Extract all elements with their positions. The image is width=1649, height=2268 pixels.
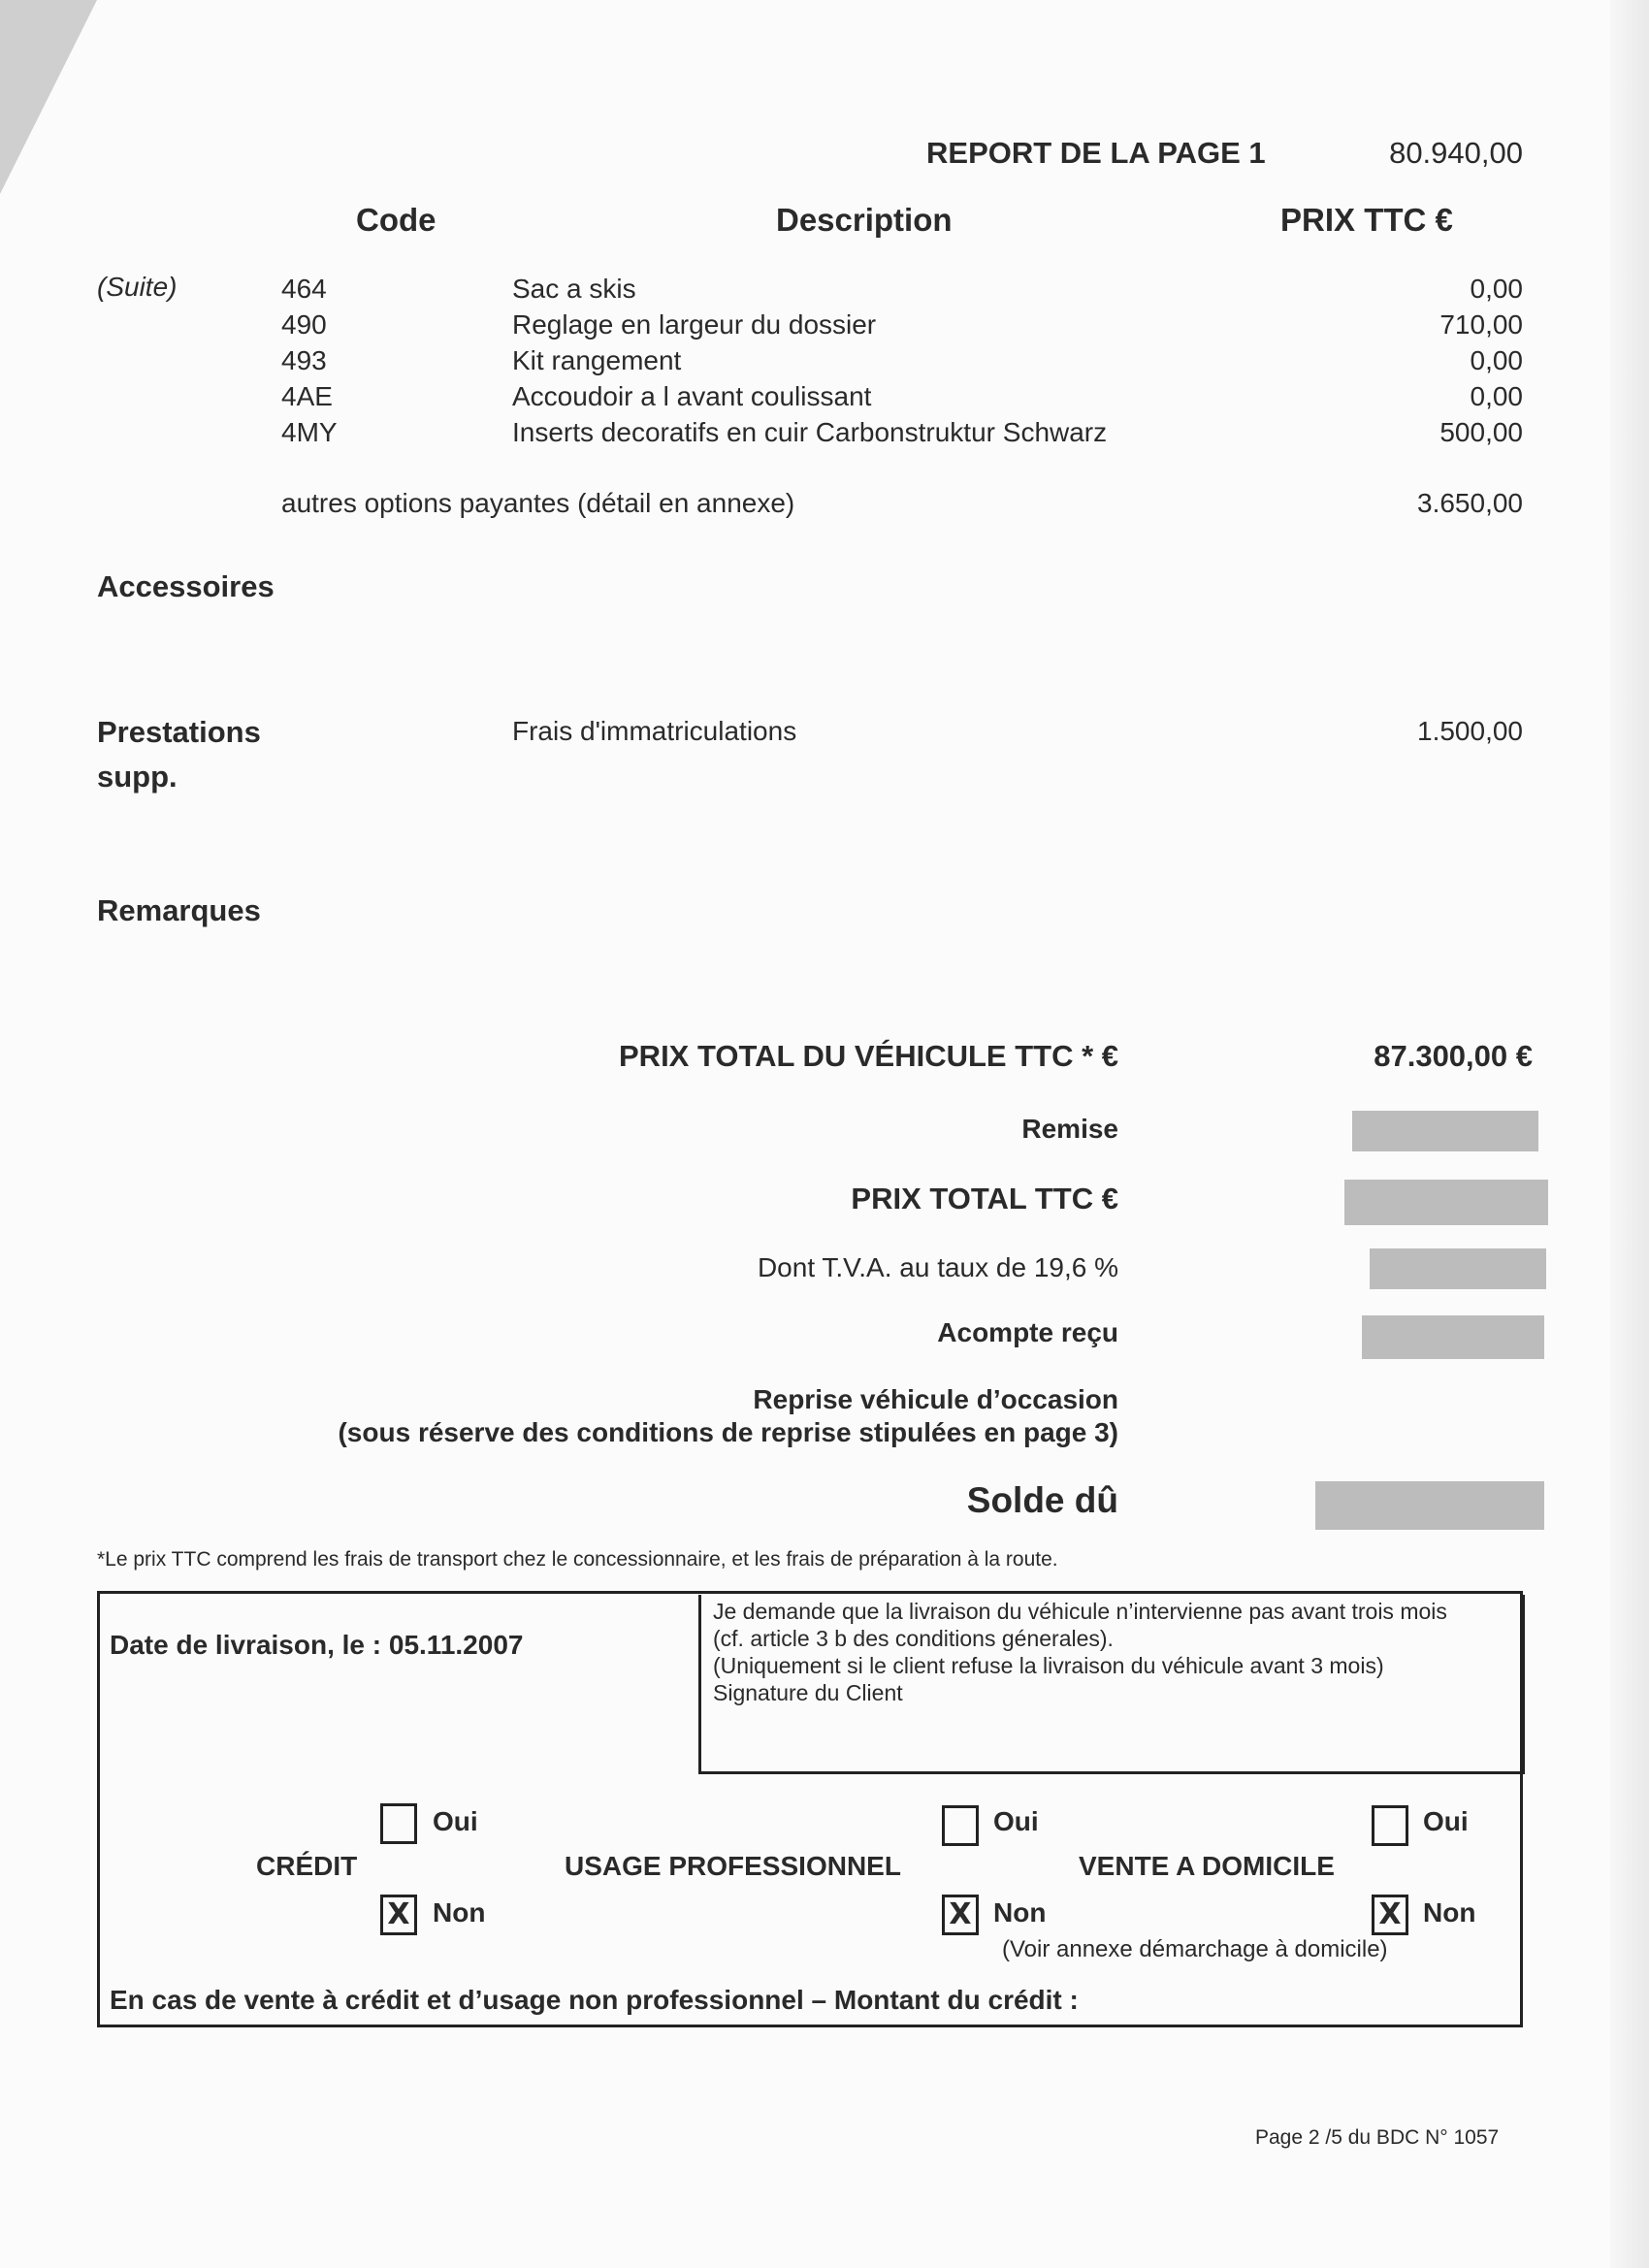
usage-pro-oui-label: Oui <box>993 1806 1039 1836</box>
option-description: Kit rangement <box>512 345 682 375</box>
option-price: 0,00 <box>1470 345 1523 375</box>
vehicle-total-label: PRIX TOTAL DU VÉHICULE TTC * € <box>619 1039 1118 1073</box>
remise-value-redacted <box>1352 1111 1538 1151</box>
vente-domicile-note: (Voir annexe démarchage à domicile) <box>1002 1936 1388 1962</box>
suite-label: (Suite) <box>97 272 178 302</box>
page-number: Page 2 /5 du BDC N° 1057 <box>1255 2126 1500 2149</box>
credit-amount-label: En cas de vente à crédit et d’usage non professionnel – Montant du crédit : <box>110 1985 1079 2015</box>
report-label: REPORT DE LA PAGE 1 <box>926 136 1266 170</box>
column-header-price: PRIX TTC € <box>1280 202 1453 238</box>
vente-domicile-non-label: Non <box>1423 1897 1476 1928</box>
prix-total-value-redacted <box>1344 1180 1548 1225</box>
option-code: 4AE <box>281 381 333 411</box>
reprise-label-line1: Reprise véhicule d’occasion <box>753 1384 1118 1414</box>
column-header-code: Code <box>356 202 436 238</box>
signature-label: Signature du Client <box>713 1680 903 1705</box>
accessoires-label: Accessoires <box>97 569 275 603</box>
option-description: Sac a skis <box>512 274 636 304</box>
vente-domicile-non-checkbox[interactable]: X <box>1372 1895 1408 1935</box>
reprise-label-line2: (sous réserve des conditions de reprise stipulées en page 3) <box>338 1417 1118 1447</box>
usage-pro-label: USAGE PROFESSIONNEL <box>565 1851 901 1881</box>
option-description: Accoudoir a l avant coulissant <box>512 381 872 411</box>
other-options-price: 3.650,00 <box>1417 488 1523 518</box>
option-code: 490 <box>281 309 327 340</box>
prestations-label-line1: Prestations <box>97 715 261 749</box>
remise-label: Remise <box>1021 1114 1118 1144</box>
report-value: 80.940,00 <box>1389 136 1523 170</box>
option-price: 0,00 <box>1470 274 1523 304</box>
delivery-date-label: Date de livraison, le : 05.11.2007 <box>110 1630 524 1660</box>
credit-oui-label: Oui <box>433 1806 478 1836</box>
column-header-description: Description <box>776 202 953 238</box>
solde-label: Solde dû <box>966 1480 1118 1520</box>
acompte-value-redacted <box>1362 1315 1544 1359</box>
vente-domicile-oui-checkbox[interactable] <box>1372 1805 1408 1846</box>
usage-pro-non-label: Non <box>993 1897 1047 1928</box>
option-price: 500,00 <box>1439 417 1523 447</box>
option-code: 493 <box>281 345 327 375</box>
prestations-description: Frais d'immatriculations <box>512 716 797 746</box>
tva-label: Dont T.V.A. au taux de 19,6 % <box>757 1252 1118 1282</box>
other-options-label: autres options payantes (détail en annexe) <box>281 488 795 518</box>
prestations-label-line2: supp. <box>97 760 178 794</box>
option-price: 0,00 <box>1470 381 1523 411</box>
remarques-label: Remarques <box>97 893 261 927</box>
credit-oui-checkbox[interactable] <box>380 1803 417 1844</box>
delivery-request-line: (Uniquement si le client refuse la livraison du véhicule avant 3 mois) <box>713 1653 1384 1678</box>
delivery-request-line: Je demande que la livraison du véhicule n’intervienne pas avant trois mois <box>713 1599 1447 1624</box>
delivery-request-line: (cf. article 3 b des conditions génerales). <box>713 1626 1114 1651</box>
acompte-label: Acompte reçu <box>937 1317 1118 1347</box>
footnote: *Le prix TTC comprend les frais de transport chez le concessionnaire, et les frais de préparation à la route. <box>97 1548 1058 1571</box>
option-code: 464 <box>281 274 327 304</box>
credit-non-checkbox[interactable]: X <box>380 1895 417 1935</box>
solde-value-redacted <box>1315 1481 1544 1530</box>
vente-domicile-oui-label: Oui <box>1423 1806 1469 1836</box>
usage-pro-oui-checkbox[interactable] <box>942 1805 979 1846</box>
option-code: 4MY <box>281 417 338 447</box>
folded-corner <box>0 0 97 194</box>
usage-pro-non-checkbox[interactable]: X <box>942 1895 979 1935</box>
vehicle-total-value: 87.300,00 € <box>1374 1039 1533 1073</box>
tva-value-redacted <box>1370 1248 1546 1289</box>
prestations-price: 1.500,00 <box>1417 716 1523 746</box>
prix-total-label: PRIX TOTAL TTC € <box>851 1182 1118 1215</box>
page-edge-shadow <box>1610 0 1649 2268</box>
credit-label: CRÉDIT <box>256 1851 358 1881</box>
option-price: 710,00 <box>1439 309 1523 340</box>
vente-domicile-label: VENTE A DOMICILE <box>1079 1851 1335 1881</box>
option-description: Reglage en largeur du dossier <box>512 309 877 340</box>
credit-non-label: Non <box>433 1897 486 1928</box>
option-description: Inserts decoratifs en cuir Carbonstruktur Schwarz <box>512 417 1108 447</box>
